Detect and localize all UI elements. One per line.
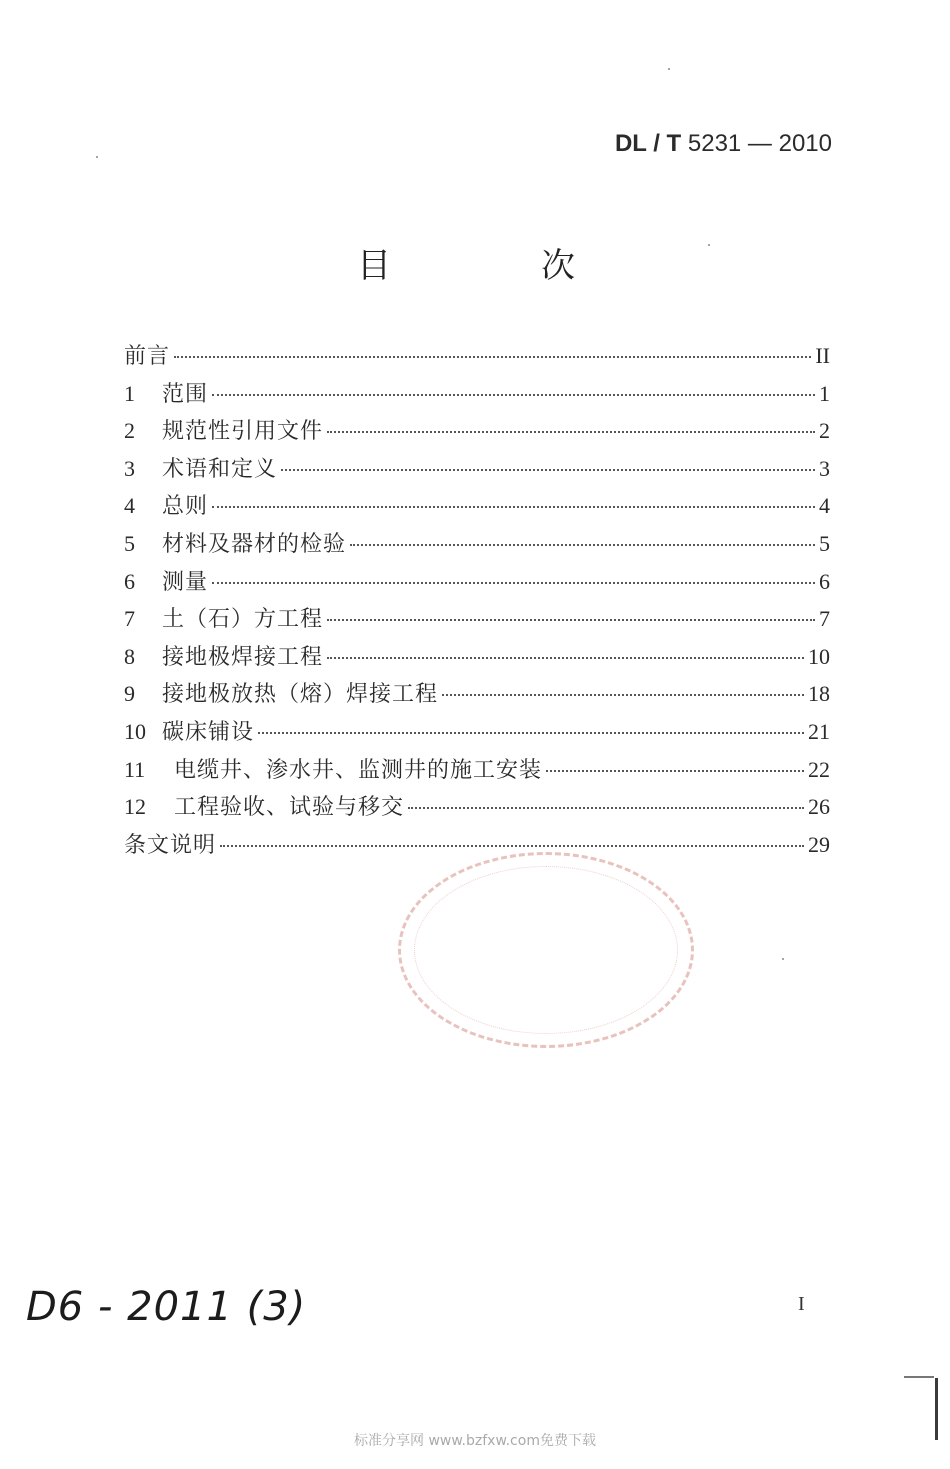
toc-leader-dots: [212, 506, 815, 508]
toc-leader-dots: [408, 807, 804, 809]
toc-entry-11[interactable]: [124, 753, 830, 791]
toc-entry-label: 接地极焊接工程: [162, 644, 324, 670]
toc-leader-dots: [327, 431, 815, 433]
toc-entry-page: 7: [819, 606, 830, 632]
toc-entry-page: 3: [819, 455, 830, 481]
toc-entry-page: II: [815, 343, 830, 368]
toc-leader-dots: [442, 694, 804, 696]
toc-entry-page: 26: [808, 794, 830, 820]
toc-entry-number: 3: [124, 455, 135, 481]
scan-speck: [782, 958, 784, 960]
toc-entry-label: 术语和定义: [162, 456, 278, 482]
toc-entry-6[interactable]: [124, 565, 830, 603]
toc-entry-5[interactable]: [124, 527, 830, 565]
toc-entry-number: 9: [124, 681, 135, 707]
standard-code-prefix: DL / T: [614, 130, 682, 157]
toc-entry-page: 18: [808, 681, 830, 707]
toc-entry-number: 4: [124, 493, 135, 519]
toc-entry-3[interactable]: [124, 452, 830, 490]
scan-speck: [708, 244, 710, 246]
toc-leader-dots: [281, 469, 815, 471]
toc-entry-number: 10: [124, 718, 146, 744]
toc-entry-page: 2: [819, 418, 830, 444]
toc-leader-dots: [174, 356, 811, 358]
toc-entry-number: 1: [124, 380, 135, 406]
toc-entry-label: 材料及器材的检验: [162, 531, 347, 557]
toc-entry-7[interactable]: [124, 602, 830, 640]
toc-leader-dots: [327, 657, 804, 659]
toc-leader-dots: [220, 845, 804, 847]
toc-entry-9[interactable]: [124, 677, 830, 715]
toc-entry-10[interactable]: [124, 715, 830, 753]
toc-entry-label: 碳床铺设: [162, 719, 255, 745]
toc-entry-label: 前言: [124, 344, 171, 369]
toc-entry-8[interactable]: [124, 640, 830, 678]
toc-leader-dots: [546, 770, 804, 772]
toc-leader-dots: [350, 544, 815, 546]
toc-entry-number: 8: [124, 643, 135, 669]
toc-entry-1[interactable]: [124, 377, 830, 415]
toc-entry-label: 接地极放热（熔）焊接工程: [162, 682, 439, 708]
toc-leader-dots: [258, 732, 804, 734]
footer-watermark: 标准分享网 www.bzfxw.com免费下载: [354, 1433, 596, 1449]
toc-entry-label: 电缆井、渗水井、监测井的施工安装: [174, 757, 543, 783]
toc-entry-page: 10: [808, 643, 830, 669]
toc-entry-12[interactable]: [124, 790, 830, 828]
scan-speck: [668, 68, 670, 70]
toc-entry-number: 11: [124, 756, 146, 782]
toc-entry-number: 12: [124, 794, 146, 820]
toc-entry-number: 6: [124, 568, 135, 594]
toc-entry-2[interactable]: [124, 414, 830, 452]
toc-entry-page: 29: [808, 831, 830, 857]
toc-entry-label: 工程验收、试验与移交: [174, 795, 405, 821]
toc-entry-label: 规范性引用文件: [162, 419, 324, 445]
toc-entry-page: 22: [808, 756, 830, 782]
page-number: I: [798, 1293, 805, 1315]
toc-entry-label: 范围: [162, 381, 209, 407]
toc-entry-number: 7: [124, 606, 135, 632]
standard-code-number: 5231 — 2010: [687, 130, 832, 157]
scan-edge-mark: [904, 1376, 934, 1378]
toc-entry-4[interactable]: [124, 489, 830, 527]
toc-entry-preface[interactable]: [124, 339, 830, 377]
toc-entry-page: 6: [819, 568, 830, 594]
scan-speck: [96, 156, 98, 158]
toc-entry-page: 5: [819, 530, 830, 556]
toc-entry-label: 条文说明: [124, 832, 217, 858]
table-of-contents: [124, 339, 830, 865]
toc-leader-dots: [212, 582, 815, 584]
toc-entry-label: 总则: [162, 494, 209, 520]
toc-leader-dots: [327, 619, 815, 621]
toc-entry-explanation[interactable]: [124, 828, 830, 866]
toc-entry-number: 2: [124, 418, 135, 444]
toc-entry-page: 4: [819, 493, 830, 519]
toc-entry-label: 土（石）方工程: [162, 607, 324, 633]
toc-entry-page: 1: [819, 380, 830, 406]
toc-entry-number: 5: [124, 530, 135, 556]
toc-title: 目 次: [357, 246, 633, 286]
standard-code: [615, 130, 832, 158]
handwritten-note: D6 - 2011 (3): [26, 1284, 307, 1330]
toc-entry-page: 21: [808, 718, 830, 744]
toc-entry-label: 测量: [162, 569, 209, 595]
faded-seal-inner-ring: [414, 866, 678, 1034]
toc-leader-dots: [212, 394, 815, 396]
